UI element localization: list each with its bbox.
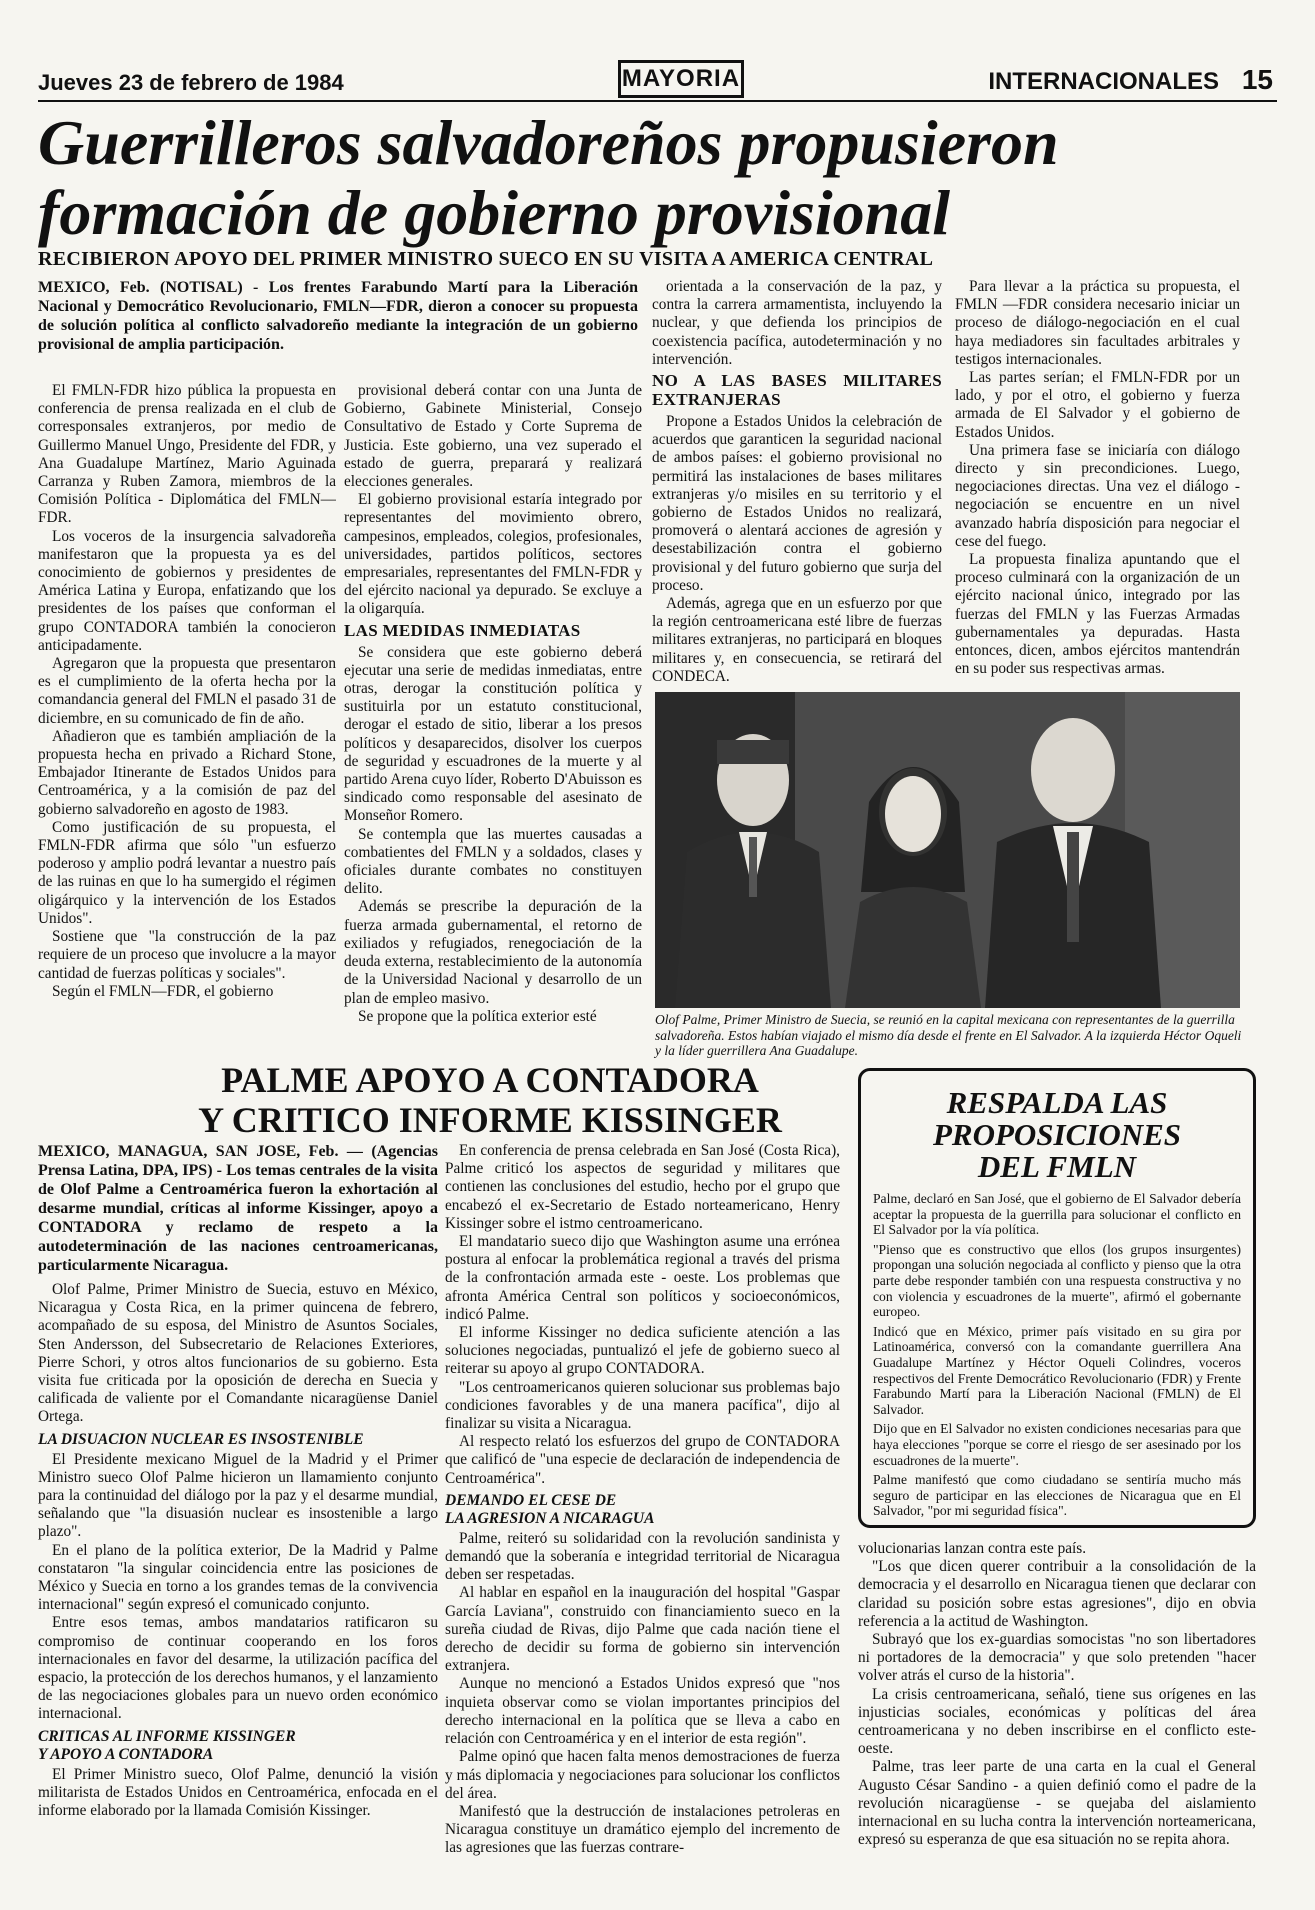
section-heading-criticas-line-2: Y APOYO A CONTADORA (38, 1745, 214, 1763)
box-title-line-2: PROPOSICIONES (932, 1117, 1182, 1152)
paragraph: Se propone que la política exterior esté (358, 1007, 597, 1025)
box-paragraph: Dijo que en El Salvador no existen condiciones necesarias para que haya elecciones "porque se corre el riesgo de ser asesinado por los escuadrones de la muerte". (873, 1421, 1241, 1468)
box-title-line-3: DEL FMLN (977, 1149, 1137, 1184)
page-number: 15 (1241, 64, 1273, 95)
paragraph: Al hablar en español en la inauguración del hospital "Gaspar García Laviana", construido con financiamiento sueco en la sureña ciudad de Rivas, dijo Palme que cada nación tiene el derecho de decidir su forma de gobierno sin intervención extranjera. (445, 1584, 840, 1675)
box-paragraph: Palme manifestó que como ciudadano se sentiría mucho más seguro de participar en las elecciones de Nicaragua que en El Salvador, "por mi seguridad física". (873, 1472, 1241, 1519)
main-headline (38, 108, 1285, 248)
paragraph: Entre esos temas, ambos mandatarios ratificaron su compromiso de continuar cooperando en los foros internacionales en favor del desarme, la utilización pacífica del espacio, la protección de los derechos humanos, y el lanzamiento de las negociaciones globales para un nuevo orden económico internacional. (38, 1614, 438, 1723)
paragraph: provisional deberá contar con una Junta de Gobierno, Gabinete Ministerial, Consejo Consultativo de Estado y Corte Suprema de Justicia. Este gobierno, una vez superado el estado de guerra, preparará y realizará elecciones generales. (344, 382, 642, 491)
photo-caption: Olof Palme, Primer Ministro de Suecia, se reunió en la capital mexicana con representantes de la guerrilla salvadoreña. Estos habían viajado el mismo día desde el frente en El Salvador. A la izquierda Héctor Oqueli y la líder guerrillera Ana Guadalupe. (655, 1012, 1242, 1058)
paragraph: Propone a Estados Unidos la celebración de acuerdos que garanticen la seguridad nacional de ambos países: el gobierno provisional no permitirá las instalaciones de bases militares extranjeras y/o misiles en su territorio y el gobierno de Estados Unidos no realizará, promoverá o alentará acciones de agresión y desestabilización contra el gobierno provisional y del futuro gobierno que surja del proceso. (652, 413, 942, 594)
paragraph: El Primer Ministro sueco, Olof Palme, denunció la visión militarista de Estados Unidos en Centroamérica, enfocada en el informe elaborado por la llamada Comisión Kissinger. (38, 1765, 438, 1820)
paragraph: volucionarias lanzan contra este país. (858, 1540, 1087, 1557)
paragraph: El mandatario sueco dijo que Washington asume una errónea postura al enfocar la problemática regional a través del prisma de la confrontación armada este - oeste. Los problemas que afronta América Central son políticos y socioeconómicos, indicó Palme. (445, 1233, 840, 1323)
paragraph: Para llevar a la práctica su propuesta, el FMLN —FDR considera necesario iniciar un proceso de diálogo-negociación en el cual haya mediadores sin facultades arbitrales y testigos internacionales. (955, 278, 1240, 368)
paragraph: Al respecto relató los esfuerzos del grupo de CONTADORA que calificó de "una especie de declaración de independencia de Centroamérica". (445, 1433, 840, 1487)
subheadline: RECIBIERON APOYO DEL PRIMER MINISTRO SUECO EN SU VISITA A AMERICA CENTRAL (38, 248, 934, 270)
news-photo (655, 692, 1240, 1008)
paragraph: Según el FMLN—FDR, el gobierno (52, 982, 274, 1000)
sidebar-box (858, 1068, 1256, 1528)
paragraph: Se contempla que las muertes causadas a combatientes del FMLN y a soldados, clases y oficiales durante combates no constituyen delito. (344, 825, 642, 898)
box-paragraph: Indicó que en México, primer país visitado en su gira por Latinoamérica, conversó con la comandante guerrillera Ana Guadalupe Martínez y Héctor Oqueli Colindres, voceros respectivos del Frente Democrático Revolucionario (FDR) y Frente Farabundo Martí para la Liberación Nacional (FMLN) de El Salvador. (873, 1323, 1241, 1417)
issue-date: Jueves 23 de febrero de 1984 (38, 70, 344, 95)
paragraph: La propuesta finaliza apuntando que el proceso culminará con la organización de un ejército nacional único, integrado por las fuerzas del FMLN y las Fuerzas Armadas gubernamentales ya depuradas. Hasta entonces, dicen, ambos ejércitos mantendrán en su poder sus respectivas armas. (955, 551, 1240, 678)
section-heading-disuacion: LA DISUACION NUCLEAR ES INSOSTENIBLE (38, 1430, 364, 1448)
paragraph: Como justificación de su propuesta, el FMLN-FDR afirma que sólo "un esfuerzo poderoso y amplio podrá levantar a nuestro país de las ruinas en que lo ha sumergido el régimen oligárquico y la intervención de los Estados Unidos". (38, 818, 336, 927)
box-paragraph: Palme, declaró en San José, que el gobierno de El Salvador debería aceptar la propuesta de la guerrilla para solucionar el conflicto en El Salvador por la vía política. (873, 1191, 1241, 1238)
masthead-rule (38, 100, 1277, 102)
paragraph: Agregaron que la propuesta que presentaron es el cumplimiento de la oferta hecha por la comandancia general del FMLN el pasado 31 de diciembre, en su comunicado de fin de año. (38, 655, 336, 727)
section-heading-medidas: LAS MEDIDAS INMEDIATAS (344, 620, 581, 640)
paragraph: El FMLN-FDR hizo pública la propuesta en conferencia de prensa realizada en el club de corresponsales extranjeros, por medio de Guillermo Manuel Ungo, Presidente del FDR, y Ana Guadalupe Martínez, Mario Aguinada Carranza y Ruben Zamora, miembros de la Comisión Política - Diplomática del FMLN—FDR. (38, 382, 336, 527)
paragraph: En el plano de la política exterior, De la Madrid y Palme constataron "la singular coincidencia entre las posiciones de México y Suecia en torno a los grandes temas de la convivencia internacional" según expresó el comunicado conjunto. (38, 1541, 438, 1614)
section-heading-criticas (38, 1728, 438, 1764)
article1-column-3 (652, 278, 942, 686)
section-heading-criticas-line-1: CRITICAS AL INFORME KISSINGER (38, 1727, 296, 1745)
article2-headline-line-2: Y CRITICO INFORME KISSINGER (198, 1100, 782, 1140)
paragraph: Sostiene que "la construcción de la paz requiere de un proceso que involucre a la mayor cantidad de fuerzas políticas y sociales". (38, 928, 336, 982)
article2-column-1 (38, 1142, 438, 1902)
paragraph: Además se prescribe la depuración de la fuerza armada gubernamental, el retorno de exiliados y refugiados, renegociación de la deuda externa, restablecimiento de la autonomía de la Universidad Nacional y desarrollo de un plan de empleo masivo. (344, 898, 642, 1007)
section-heading-cese (445, 1492, 840, 1528)
section-heading-cese-line-2: LA AGRESION A NICARAGUA (445, 1509, 655, 1527)
section-heading-cese-line-1: DEMANDO EL CESE DE (445, 1491, 617, 1509)
photo-illustration (655, 692, 1240, 1008)
paragraph: Una primera fase se iniciaría con diálogo directo y sin precondiciones. Luego, negociaciones directas. Una vez el diálogo - negociación se encuentre en un nivel avanzado habría disposición para negociar el cese del fuego. (955, 441, 1240, 550)
paragraph: orientada a la conservación de la paz, y contra la carrera armamentista, incluyendo la nuclear, y que defienda los principios de coexistencia pacífica, autodeterminación y no intervención. (652, 278, 942, 368)
paragraph: Palme opinó que hacen falta menos demostraciones de fuerza y más diplomacia y negociaciones para solucionar los conflictos del área. (445, 1748, 840, 1802)
article1-column-4 (955, 278, 1240, 686)
paragraph: Olof Palme, Primer Ministro de Suecia, estuvo en México, Nicaragua y Costa Rica, en la primer quincena de febrero, acompañado de su esposa, del Ministro de Asuntos Sociales, Sten Andersson, del Subsecretario de Relaciones Exteriores, Pierre Schori, y otros altos funcionarios de su gobierno. Esta visita fue criticada por la oposición de derecha en Suecia y calificada de valiente por el Comandante nicaragüense Daniel Ortega. (38, 1281, 438, 1426)
paragraph: Además, agrega que en un esfuerzo por que la región centroamericana esté libre de fuerzas militares extranjeras, no participará en bloques militares y, en consecuencia, se retirará del CONDECA. (652, 595, 942, 685)
box-title-line-1: RESPALDA LAS (946, 1085, 1168, 1120)
paragraph: El Presidente mexicano Miguel de la Madrid y el Primer Ministro sueco Olof Palme hicieron un llamamiento conjunto para la continuidad del diálogo por la paz y el desarme mundial, señalando que "la disuasión nuclear es insostenible a largo plazo". (38, 1450, 438, 1541)
paragraph: Los voceros de la insurgencia salvadoreña manifestaron que la propuesta ya es del conocimiento de gobiernos y presidentes de América Latina y Europa, enfatizando que los presidentes de los países que conforman el grupo CONTADORA también la conocieron anticipadamente. (38, 527, 336, 654)
paragraph: "Los centroamericanos quieren solucionar sus problemas bajo condiciones favorables y de una manera pacífica", dijo al finalizar su visita a Nicaragua. (445, 1378, 840, 1433)
paragraph: "Los que dicen querer contribuir a la consolidación de la democracia y el desarrollo en Nicaragua tienen que declarar con claridad su posición sobre estas agresiones", dijo en obvia referencia a la actitud de Washington. (858, 1558, 1256, 1630)
paragraph: El informe Kissinger no dedica suficiente atención a las soluciones negociadas, puntualizó el jefe de gobierno sueco al reiterar su apoyo al grupo CONTADORA. (445, 1324, 840, 1378)
paragraph: Se considera que este gobierno deberá ejecutar una serie de medidas inmediatas, entre otras, derogar la constitución política y sustituirla por un estatuto constitucional, derogar el estado de sitio, liberar a los presos políticos y desaparecidos, disolver los cuerpos de seguridad y escuadrones de la muerte y al partido Arena cuyo líder, Roberto D'Abuisson es sindicado como responsable del asesinato de Monseñor Romero. (344, 643, 642, 825)
paragraph: Las partes serían; el FMLN-FDR por un lado, y por el otro, el gobierno y fuerza armada de El Salvador y el gobierno de Estados Unidos. (955, 369, 1240, 441)
article2-column-3 (858, 1540, 1256, 1900)
section-name: INTERNACIONALES (988, 68, 1219, 95)
headline-line-1: Guerrilleros salvadoreños propusieron (38, 107, 1059, 178)
paragraph: Subrayó que los ex-guardias somocistas "no son libertadores ni portadores de la democracia" y que solo pretenden "hacer volver atrás el curso de la historia". (858, 1631, 1256, 1685)
paragraph: La crisis centroamericana, señaló, tiene sus orígenes en las injusticias sociales, económicas y políticas del área centroamericana y no deben inscribirse en el conflicto este-oeste. (858, 1685, 1256, 1758)
article2-headline (150, 1060, 830, 1140)
article2-column-2 (445, 1142, 840, 1902)
paragraph: Manifestó que la destrucción de instalaciones petroleras en Nicaragua constituye un dramático ejemplo del incremento de las agresiones que las fuerzas contrare- (445, 1802, 840, 1857)
article1-lead (38, 278, 638, 378)
paragraph: Aunque no mencionó a Estados Unidos expresó que "nos inquieta observar como se violan importantes principios del derecho internacional en la política que se lleva a cabo en relación con Centroamérica y en el interior de esta región". (445, 1675, 840, 1748)
section-heading-bases: NO A LAS BASES MILITARES EXTRANJERAS (652, 371, 942, 410)
article2-headline-line-1: PALME APOYO A CONTADORA (221, 1060, 759, 1100)
newspaper-logo: MAYORIA (618, 60, 744, 98)
paragraph: El gobierno provisional estaría integrado por representantes del movimiento obrero, campesinos, empleados, colegios, profesionales, universidades, partidos políticos, sectores empresariales, representantes del FMLN-FDR y del ejército nacional ya depurado. Se excluye a la oligarquía. (344, 491, 642, 618)
box-paragraph: "Pienso que es constructivo que ellos (los grupos insurgentes) propongan una solución negociada al conflicto y pienso que la otra parte debe responder también con una respuesta constructiva y no con violencia y escuadrones de la muerte", afirmó el gobernante europeo. (873, 1241, 1241, 1320)
paragraph: Palme, reiteró su solidaridad con la revolución sandinista y demandó que la soberanía e integridad territorial de Nicaragua deben ser respetadas. (445, 1529, 840, 1584)
headline-line-2: formación de gobierno provisional (38, 177, 951, 248)
article1-column-2 (344, 382, 642, 1050)
lead-paragraph: MEXICO, Feb. (NOTISAL) - Los frentes Farabundo Martí para la Liberación Nacional y Democrático Revolucionario, FMLN—FDR, dieron a conocer su propuesta de solución política al conflicto salvadoreño mediante la integración de un gobierno provisional de amplia participación. (38, 279, 638, 353)
paragraph: Palme, tras leer parte de una carta en la cual el General Augusto César Sandino - a quien definió como el padre de la revolución nicaragüense - se quejaba del aislamiento internacional en su lucha contra la intervención norteamericana, expresó su esperanza de que esa situación no se repita ahora. (858, 1758, 1256, 1849)
paragraph: Añadieron que es también ampliación de la propuesta hecha en privado a Richard Stone, Embajador Itinerante de Estados Unidos para Centroamérica, y a la comisión de paz del gobierno salvadoreño en agosto de 1983. (38, 727, 336, 818)
box-title (873, 1087, 1241, 1183)
article1-column-1 (38, 382, 336, 1050)
paragraph: En conferencia de prensa celebrada en San José (Costa Rica), Palme criticó los aspectos de seguridad y militares que contienen las conclusiones del estudio, hecho por el grupo que encabezó el ex-Secretario de Estado norteamericano, Henry Kissinger sobre el istmo centroamericano. (445, 1142, 840, 1232)
article2-lead: MEXICO, MANAGUA, SAN JOSE, Feb. — (Agencias Prensa Latina, DPA, IPS) - Los temas centrales de la visita de Olof Palme a Centroamérica fueron la exhortación al desarme mundial, críticas al informe Kissinger, apoyo a CONTADORA y reclamo de respeto a la autodeterminación de las naciones centroamericanas, particularmente Nicaragua. (38, 1143, 438, 1274)
masthead (38, 58, 1277, 98)
box-body (873, 1191, 1241, 1519)
